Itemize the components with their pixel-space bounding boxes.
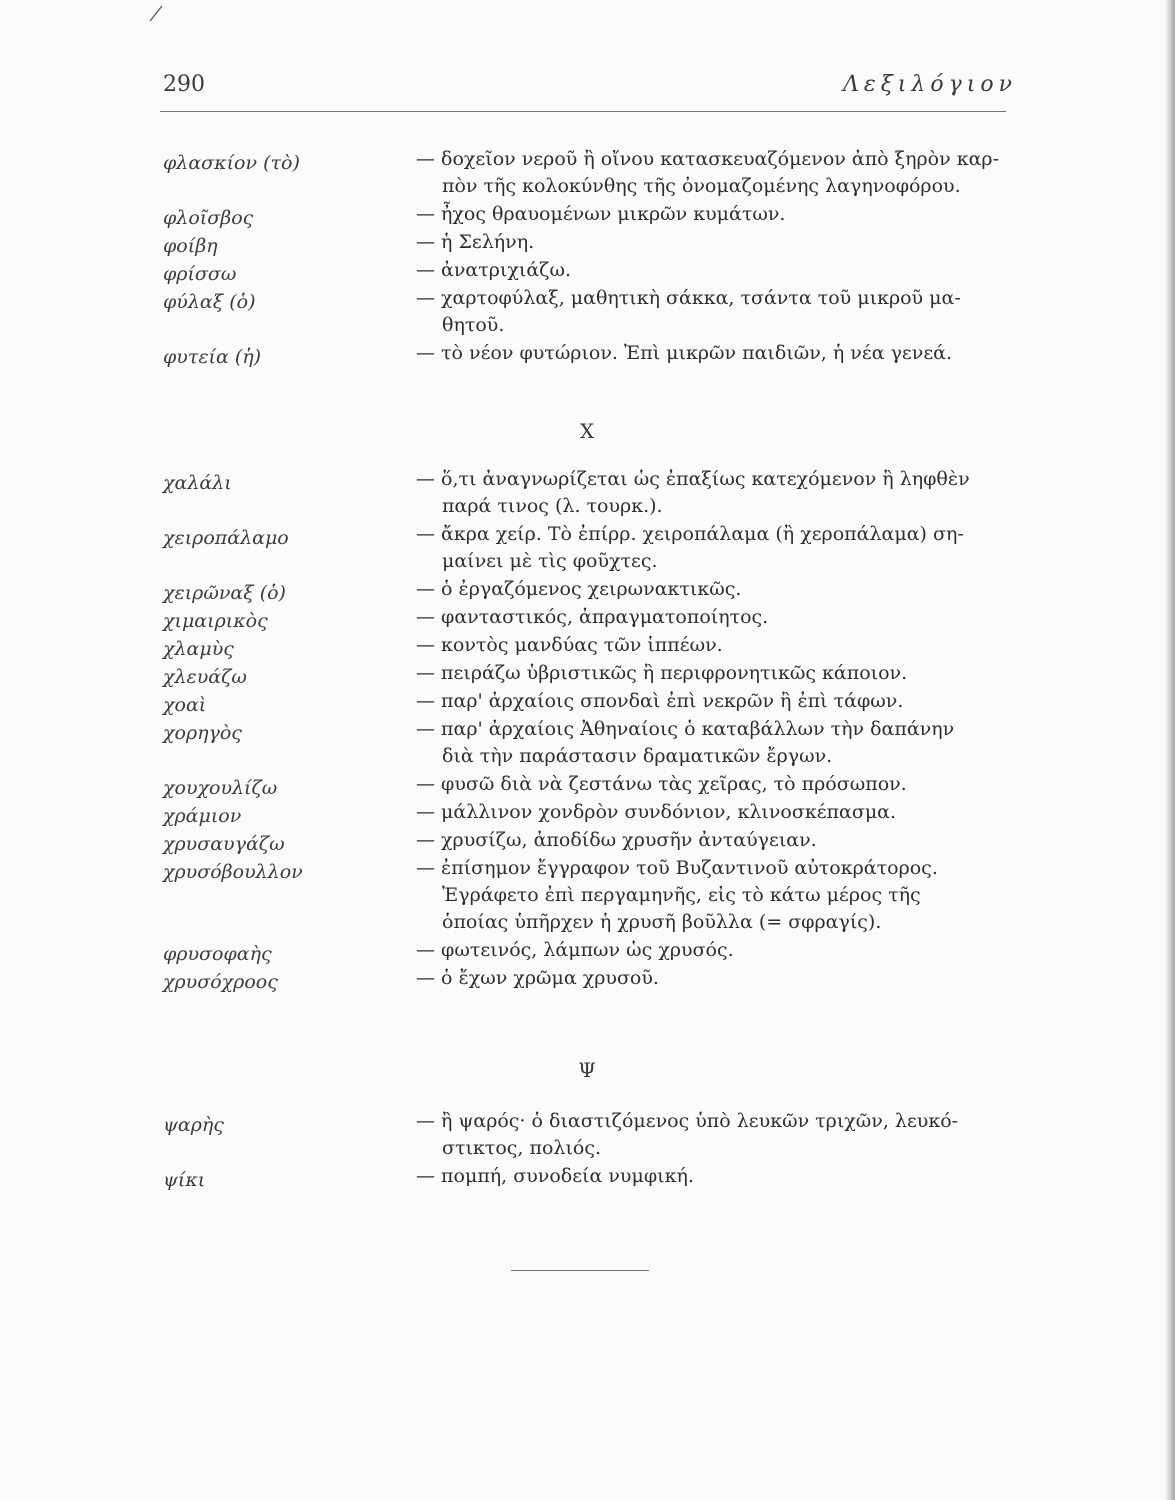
phi-entry-definition: [416, 340, 1006, 367]
phi-entry-definition: [416, 285, 1006, 339]
definition-line: — παρ' ἀρχαίοις Ἀθηναίοις ὁ καταβάλλων τὴν δαπάνην: [416, 718, 955, 740]
definition-line: στικτος, πολιός.: [442, 1137, 602, 1159]
phi-entry-term: φλοῖσβος: [163, 207, 254, 229]
chi-entry-definition: [416, 576, 1006, 603]
phi-entry-definition: [416, 146, 1006, 200]
chi-entry-term: χουχουλίζω: [163, 777, 278, 799]
phi-entry-term: φλασκίον (τὸ): [163, 152, 300, 174]
phi-entry-term: φρίσσω: [163, 263, 237, 285]
chi-entry-definition: [416, 716, 1006, 770]
definition-line: — ἢ ψαρός· ὁ διαστιζόμενος ὑπὸ λευκῶν τριχῶν, λευκό-: [416, 1110, 959, 1132]
chi-entry-term: χαλάλι: [163, 472, 232, 494]
phi-entry-term: φύλαξ (ὁ): [163, 291, 256, 313]
definition-line: — ἐπίσημον ἔγγραφον τοῦ Βυζαντινοῦ αὐτοκράτορος.: [416, 857, 938, 879]
chi-entry-term: χρυσόβουλλον: [163, 861, 303, 883]
chi-entry-definition: [416, 937, 1006, 964]
end-rule: [511, 1270, 649, 1271]
chi-entry-term: χιμαιρικὸς: [163, 610, 268, 632]
chi-entry-definition: [416, 827, 1006, 854]
chi-entry-definition: [416, 604, 1006, 631]
phi-entry-definition: [416, 229, 1006, 256]
chi-entry-definition: [416, 771, 1006, 798]
chi-entry-term: χλευάζω: [163, 666, 247, 688]
definition-line: — ὁ ἐργαζόμενος χειρωνακτικῶς.: [416, 578, 742, 600]
definition-line: — δοχεῖον νεροῦ ἢ οἴνου κατασκευαζόμενον ἀπὸ ξηρὸν καρ-: [416, 148, 999, 170]
chi-entry-definition: [416, 799, 1006, 826]
chi-entry-definition: [416, 660, 1006, 687]
section-letter-chi: Χ: [579, 419, 595, 443]
definition-line: — ἀνατριχιάζω.: [416, 259, 572, 281]
definition-line: θητοῦ.: [442, 314, 505, 336]
phi-entry-definition: [416, 201, 1006, 228]
definition-line: — φανταστικός, ἀπραγματοποίητος.: [416, 606, 769, 628]
definition-line: — φυσῶ διὰ νὰ ζεστάνω τὰς χεῖρας, τὸ πρόσωπον.: [416, 773, 907, 795]
chi-entry-term: φρυσοφαὴς: [163, 943, 272, 965]
definition-line: Ἐγράφετο ἐπὶ περγαμηνῆς, εἰς τὸ κάτω μέρος τῆς: [442, 884, 921, 906]
definition-line: — φωτεινός, λάμπων ὡς χρυσός.: [416, 939, 734, 961]
psi-entry-term: ψαρὴς: [163, 1114, 224, 1136]
chi-entry-term: χράμιον: [163, 805, 242, 827]
chi-entry-definition: [416, 521, 1006, 575]
definition-line: — μάλλινον χονδρὸν συνδόνιον, κλινοσκέπασμα.: [416, 801, 897, 823]
chi-entry-definition: [416, 965, 1006, 992]
phi-entry-term: φοίβη: [163, 235, 218, 257]
definition-line: — κοντὸς μανδύας τῶν ἱππέων.: [416, 634, 723, 656]
definition-line: — παρ' ἀρχαίοις σπονδαὶ ἐπὶ νεκρῶν ἢ ἐπὶ τάφων.: [416, 690, 904, 712]
phi-entry-definition: [416, 257, 1006, 284]
chi-entry-definition: [416, 632, 1006, 659]
definition-line: — τὸ νέον φυτώριον. Ἐπὶ μικρῶν παιδιῶν, ἡ νέα γενεά.: [416, 342, 953, 364]
definition-line: διὰ τὴν παράστασιν δραματικῶν ἔργων.: [442, 745, 833, 767]
definition-line: παρά τινος (λ. τουρκ.).: [442, 495, 663, 517]
definition-line: — ἄκρα χείρ. Τὸ ἐπίρρ. χειροπάλαμα (ἢ χεροπάλαμα) ση-: [416, 523, 964, 545]
chi-entry-definition: [416, 855, 1006, 936]
chi-entry-definition: [416, 466, 1006, 520]
phi-entry-term: φυτεία (ἡ): [163, 346, 262, 368]
definition-line: — ἦχος θραυομένων μικρῶν κυμάτων.: [416, 203, 786, 225]
psi-entry-definition: [416, 1163, 1006, 1190]
psi-entry-definition: [416, 1108, 1006, 1162]
definition-line: — ἡ Σελήνη.: [416, 231, 535, 253]
chi-entry-term: χλαμὺς: [163, 638, 234, 660]
chi-entry-term: χειροπάλαμο: [163, 527, 289, 549]
chi-entry-term: χρυσαυγάζω: [163, 833, 285, 855]
running-title: Λεξιλόγιον: [843, 72, 1018, 97]
definition-line: — ὅ,τι ἀναγνωρίζεται ὡς ἐπαξίως κατεχόμενον ἢ ληφθὲν: [416, 468, 970, 490]
chi-entry-term: χοαὶ: [163, 694, 207, 716]
definition-line: ὁποίας ὑπῆρχεν ἡ χρυσῆ βοῦλλα (= σφραγίς).: [442, 911, 882, 933]
page-number: 290: [163, 72, 205, 97]
chi-entry-term: χειρῶναξ (ὁ): [163, 582, 286, 604]
definition-line: μαίνει μὲ τὶς φοῦχτες.: [442, 550, 658, 572]
definition-line: — πομπή, συνοδεία νυμφική.: [416, 1165, 694, 1187]
psi-entry-term: ψίκι: [163, 1169, 206, 1191]
chi-entry-term: χορηγὸς: [163, 722, 242, 744]
section-letter-psi: Ψ: [578, 1058, 596, 1082]
definition-line: — ὁ ἔχων χρῶμα χρυσοῦ.: [416, 967, 659, 989]
definition-line: — πειράζω ὑβριστικῶς ἢ περιφρονητικῶς κάποιον.: [416, 662, 908, 684]
chi-entry-term: χρυσόχροος: [163, 971, 278, 993]
definition-line: — χαρτοφύλαξ, μαθητικὴ σάκκα, τσάντα τοῦ μικροῦ μα-: [416, 287, 961, 309]
chi-entry-definition: [416, 688, 1006, 715]
definition-line: — χρυσίζω, ἀποδίδω χρυσῆν ἀνταύγειαν.: [416, 829, 817, 851]
definition-line: πὸν τῆς κολοκύνθης τῆς ὀνομαζομένης λαγηνοφόρου.: [442, 175, 961, 197]
